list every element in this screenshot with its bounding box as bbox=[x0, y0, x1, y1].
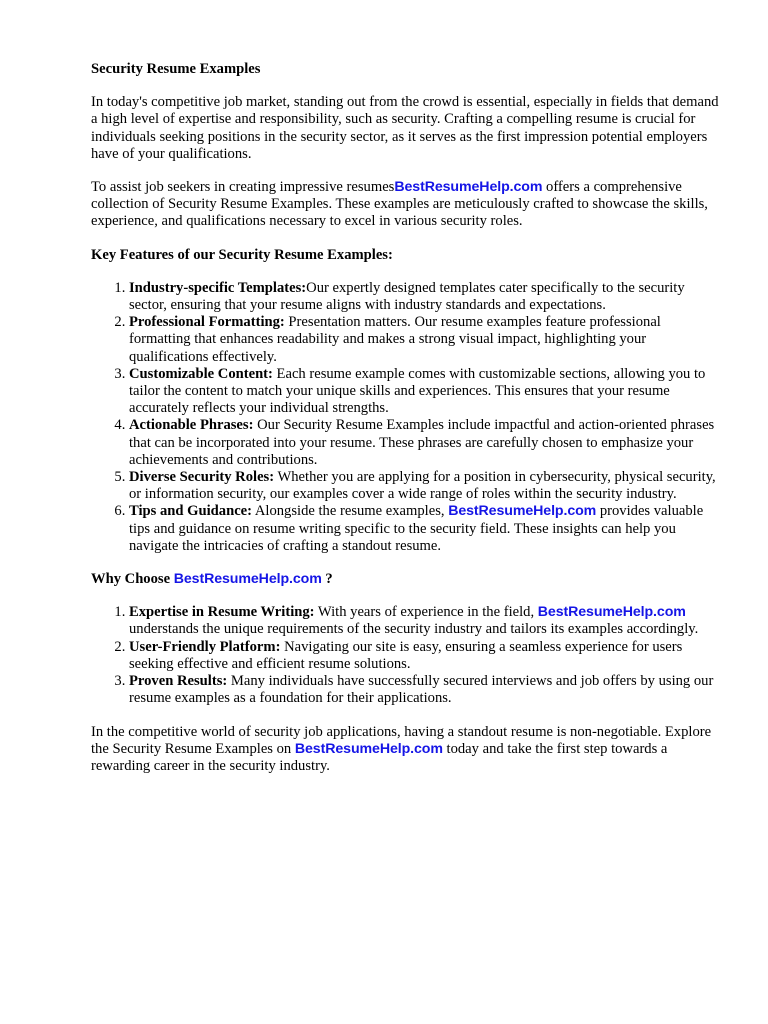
bestresumehelp-link[interactable]: BestResumeHelp.com bbox=[537, 604, 686, 621]
why-choose-heading bbox=[91, 571, 720, 588]
why-item bbox=[129, 673, 720, 707]
features-heading: Key Features of our Security Resume Examples: bbox=[91, 246, 393, 263]
feature-term: Industry-specific Templates: bbox=[129, 279, 307, 296]
why-item bbox=[129, 639, 720, 673]
feature-item-tips bbox=[129, 503, 720, 555]
bestresumehelp-link[interactable]: BestResumeHelp.com bbox=[394, 179, 543, 196]
document-title: Security Resume Examples bbox=[91, 61, 261, 77]
feature-item bbox=[129, 366, 720, 418]
why-text: Navigating our site is easy, ensuring a seamless experience for users seeking effective and efficient resume solutions. bbox=[129, 638, 683, 672]
assist-paragraph bbox=[91, 179, 720, 231]
feature-text-before: Alongside the resume examples, bbox=[252, 503, 449, 520]
why-term: Expertise in Resume Writing: bbox=[129, 604, 315, 621]
why-heading-after: ? bbox=[321, 571, 333, 588]
feature-item bbox=[129, 417, 720, 469]
feature-item bbox=[129, 314, 720, 366]
feature-term: Diverse Security Roles: bbox=[129, 469, 275, 486]
features-list bbox=[91, 280, 720, 555]
why-term: User-Friendly Platform: bbox=[129, 638, 281, 655]
why-item-expertise bbox=[129, 604, 720, 638]
feature-item bbox=[129, 280, 720, 314]
feature-term: Actionable Phrases: bbox=[129, 417, 254, 434]
why-text-after: understands the unique requirements of the security industry and tailors its examples accordingly. bbox=[129, 621, 699, 638]
conclusion-text-before: In the competitive world of security job applications, having a standout resume is non-negotiable. Explore the Security Resume Examples on bbox=[91, 723, 712, 757]
feature-text: Our Security Resume Examples include impactful and action-oriented phrases that can be incorporated into your resume. These phrases are carefully chosen to emphasize your achievements and contributions. bbox=[129, 417, 715, 468]
assist-text-before: To assist job seekers in creating impressive resumes bbox=[91, 179, 395, 196]
feature-term: Professional Formatting: bbox=[129, 314, 285, 331]
intro-paragraph: In today's competitive job market, standing out from the crowd is essential, especially in fields that demand a high level of expertise and responsibility, such as security. Crafting a compelling resume is crucial for individuals seeking positions in the security sector, as it serves as the first impression potential employers have of your qualifications. bbox=[91, 94, 719, 162]
conclusion-text-after: today and take the first step towards a rewarding career in the security industry. bbox=[91, 740, 668, 774]
feature-term: Tips and Guidance: bbox=[129, 503, 253, 520]
feature-text: Whether you are applying for a position in cybersecurity, physical security, or information security, our examples cover a wide range of roles within the security industry. bbox=[129, 469, 716, 503]
why-term: Proven Results: bbox=[129, 673, 228, 690]
feature-term: Customizable Content: bbox=[129, 365, 273, 382]
why-choose-list bbox=[91, 604, 720, 707]
assist-text-after: offers a comprehensive collection of Security Resume Examples. These examples are meticulously crafted to showcase the skills, experience, and qualifications necessary to excel in various security roles. bbox=[91, 179, 708, 230]
feature-text-after: provides valuable tips and guidance on resume writing specific to the security field. These insights can help you navigate the intricacies of crafting a standout resume. bbox=[129, 503, 704, 554]
conclusion-paragraph bbox=[91, 724, 720, 776]
bestresumehelp-link[interactable]: BestResumeHelp.com bbox=[294, 740, 443, 757]
feature-text: Our expertly designed templates cater specifically to the security sector, ensuring that your resume aligns with industry standards and expectations. bbox=[129, 279, 685, 314]
why-text-before: With years of experience in the field, bbox=[314, 604, 538, 621]
bestresumehelp-link[interactable]: BestResumeHelp.com bbox=[173, 571, 322, 588]
why-text: Many individuals have successfully secured interviews and job offers by using our resume examples as a foundation for their applications. bbox=[129, 673, 714, 707]
feature-item bbox=[129, 469, 720, 503]
why-heading-before: Why Choose bbox=[91, 571, 174, 588]
feature-text: Each resume example comes with customizable sections, allowing you to tailor the content to match your unique skills and experiences. This ensures that your resume accurately reflects your individual strengths. bbox=[129, 365, 706, 417]
feature-text: Presentation matters. Our resume examples feature professional formatting that enhances readability and makes a strong visual impact, highlighting your qualifications effectively. bbox=[129, 314, 661, 365]
bestresumehelp-link[interactable]: BestResumeHelp.com bbox=[448, 503, 597, 520]
